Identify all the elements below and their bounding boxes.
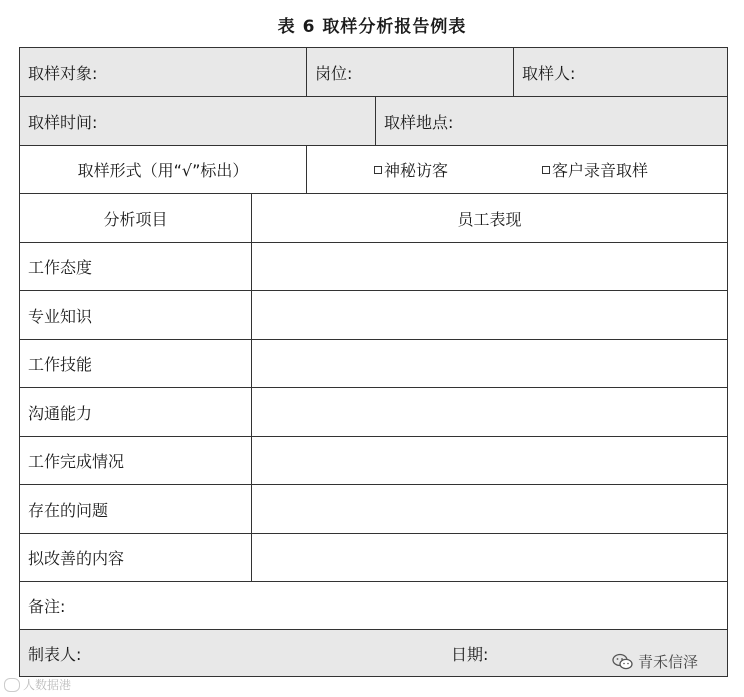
table-row-label [20, 387, 251, 436]
notes-label: 备注: [28, 597, 66, 616]
sampler-cell [513, 48, 727, 96]
row-label: 工作态度 [28, 258, 93, 277]
checkbox-icon[interactable] [542, 166, 550, 174]
secondary-watermark [4, 676, 71, 693]
date-label: 日期: [451, 644, 489, 664]
column-header-performance [251, 193, 727, 242]
table-row-value [251, 339, 727, 387]
sampler-label: 取样人: [522, 63, 576, 83]
column-item-label: 分析项目 [103, 209, 168, 229]
watermark-logo-icon [4, 678, 20, 692]
column-performance-label: 员工表现 [457, 209, 522, 229]
option-mystery-visitor[interactable] [374, 158, 448, 181]
sample-location-cell [375, 96, 727, 145]
column-header-item [20, 193, 251, 242]
row-label: 拟改善的内容 [28, 549, 125, 568]
table-row-label [20, 242, 251, 290]
row-label: 专业知识 [28, 306, 93, 326]
table-row-label [20, 290, 251, 339]
table-row-label [20, 484, 251, 533]
sample-form-label: 取样形式（用“√”标出） [77, 161, 249, 180]
position-cell [306, 48, 513, 96]
row-label: 工作完成情况 [28, 452, 125, 471]
table-row-value [251, 436, 727, 484]
option-customer-recording[interactable] [542, 158, 648, 181]
row-label: 工作技能 [28, 355, 93, 374]
table-row-label [20, 339, 251, 387]
wechat-icon [612, 653, 634, 671]
option-recording-label: 客户录音取样 [552, 161, 649, 180]
sample-form-options-cell [306, 145, 727, 193]
sample-time-label: 取样时间: [28, 112, 98, 132]
table-row-value [251, 533, 727, 581]
watermark-account: 青禾信泽 [638, 653, 699, 671]
sample-time-cell [20, 96, 375, 145]
sample-location-label: 取样地点: [384, 112, 454, 132]
row-label: 存在的问题 [28, 500, 109, 520]
watermark [612, 651, 698, 672]
sampling-report-table [19, 47, 728, 677]
option-mystery-label: 神秘访客 [384, 161, 449, 180]
table-row-value [251, 484, 727, 533]
secondary-watermark-text: 人数据港 [23, 678, 72, 692]
checkbox-icon[interactable] [374, 166, 382, 174]
page-title: 表 6 取样分析报告例表 [277, 17, 467, 37]
table-row-label [20, 533, 251, 581]
table-row-value [251, 242, 727, 290]
table-row-value [251, 387, 727, 436]
table-maker-label: 制表人: [28, 644, 82, 664]
sample-form-cell [20, 145, 306, 193]
notes-cell [20, 581, 727, 629]
table-row-value [251, 290, 727, 339]
table-row-label [20, 436, 251, 484]
sample-target-cell [20, 48, 306, 96]
row-label: 沟通能力 [28, 403, 93, 423]
position-label: 岗位: [315, 63, 353, 83]
sample-target-label: 取样对象: [28, 63, 98, 83]
